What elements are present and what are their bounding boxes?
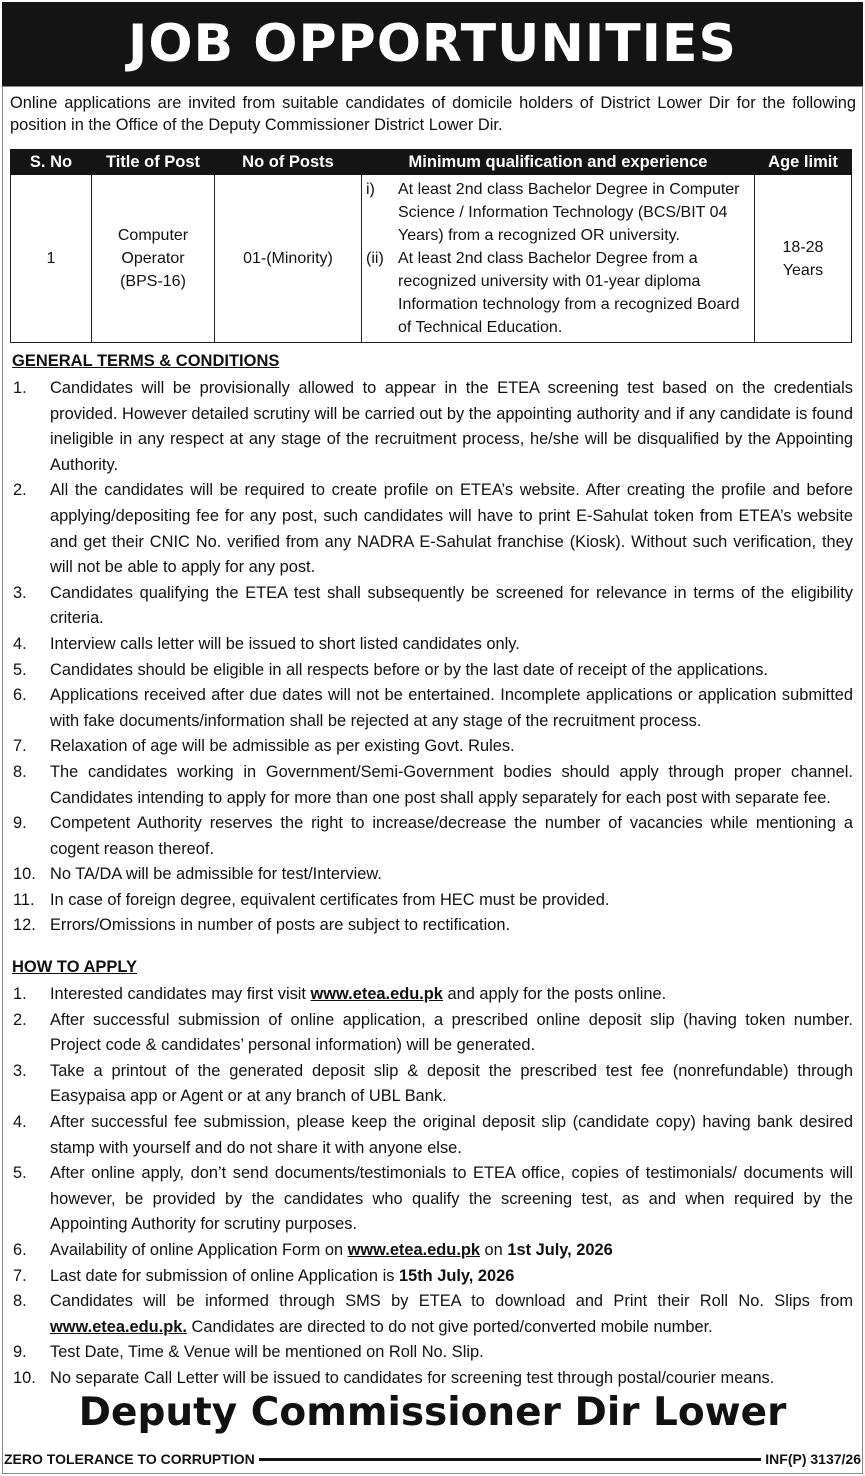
- cell-sno: 1: [11, 175, 92, 343]
- list-item: [10, 683, 853, 734]
- item-number: 4.: [13, 634, 27, 653]
- qualification-item: [366, 247, 748, 339]
- qualification-number: i): [366, 181, 375, 198]
- item-text: Candidates will be provisionally allowed to appear in the ETEA screening test based on the credentials provided. However detailed scrutiny will be carried out by the appointing authority and if any candidate is found ineligible in any respect at any stage of the recruitment process, he/she will be disqualified by the Appointing Authority.: [50, 379, 853, 474]
- item-text: on: [480, 1240, 508, 1259]
- list-item: [10, 913, 853, 939]
- qualification-text: At least 2nd class Bachelor Degree in Computer Science / Information Technology (BCS/BIT 04 Years) from a recognized OR university.: [398, 181, 740, 244]
- list-item: [10, 1161, 853, 1238]
- item-number: 3.: [13, 1061, 27, 1080]
- item-text: Availability of online Application Form on: [50, 1240, 348, 1259]
- terms-list: [10, 376, 853, 939]
- item-number: 10.: [13, 865, 36, 884]
- item-text: No separate Call Letter will be issued to candidates for screening test through postal/courier means.: [50, 1368, 775, 1387]
- item-text: Test Date, Time & Venue will be mentioned on Roll No. Slip.: [50, 1343, 484, 1362]
- apply-heading: HOW TO APPLY: [12, 958, 137, 976]
- apply-list: [10, 982, 853, 1392]
- etea-website-link[interactable]: www.etea.edu.pk: [310, 985, 443, 1003]
- item-number: 7.: [13, 1266, 27, 1285]
- list-item: [10, 1238, 853, 1264]
- title-line: (BPS-16): [120, 273, 186, 290]
- qualification-number: (ii): [366, 250, 384, 267]
- intro-paragraph: Online applications are invited from suitable candidates of domicile holders of District Lower Dir for the following position in the Office of the Deputy Commissioner District Lower Dir.: [10, 94, 856, 134]
- item-text: Errors/Omissions in number of posts are subject to rectification.: [50, 916, 511, 935]
- item-text: Last date for submission of online Application is: [50, 1266, 399, 1285]
- title-line: Computer: [117, 227, 189, 244]
- availability-date: 1st July, 2026: [507, 1240, 613, 1259]
- list-item: [10, 811, 853, 862]
- footer-rule: [259, 1458, 762, 1461]
- item-text: Candidates will be informed through SMS by ETEA to download and Print their Roll No. Slips from: [50, 1292, 853, 1311]
- item-text: Candidates should be eligible in all respects before or by the last date of receipt of the applications.: [50, 660, 768, 679]
- item-text: All the candidates will be required to create profile on ETEA’s website. After creating the profile and before applying/depositing fee for any post, such candidates will have to print E-Sahulat token from ETEA’s website and get their CNIC No. verified from any NADRA E-Sahulat franchise (Kiosk). Without such verification, they will not be able to apply for any post.: [50, 481, 853, 577]
- col-header-age: Age limit: [755, 150, 852, 175]
- item-text: Relaxation of age will be admissible as per existing Govt. Rules.: [50, 737, 515, 756]
- signatory-title: Deputy Commissioner Dir Lower: [78, 1390, 787, 1435]
- col-header-posts: No of Posts: [215, 150, 362, 175]
- cell-qualification: [362, 175, 755, 343]
- list-item: [10, 1264, 853, 1290]
- item-text: Competent Authority reserves the right to increase/decrease the number of vacancies while mentioning a cogent reason thereof.: [50, 814, 853, 858]
- slogan: ZERO TOLERANCE TO CORRUPTION: [4, 1451, 255, 1467]
- qualification-text: At least 2nd class Bachelor Degree from a recognized university with 01-year diploma Information technology from a recognized Board of Technical Education.: [398, 250, 740, 336]
- item-number: 6.: [13, 1240, 27, 1259]
- list-item: [10, 1059, 853, 1110]
- qualification-item: [366, 178, 748, 247]
- list-item: [10, 632, 853, 658]
- item-text: Interested candidates may first visit: [50, 985, 311, 1003]
- list-item: [10, 982, 853, 1008]
- item-number: 2.: [13, 1010, 27, 1029]
- page-title: JOB OPPORTUNITIES: [2, 2, 863, 86]
- item-text: Take a printout of the generated deposit slip & deposit the prescribed test fee (nonrefundable) through Easypaisa app or Agent or at any branch of UBL Bank.: [50, 1061, 853, 1106]
- item-number: 4.: [13, 1112, 27, 1131]
- list-item: [10, 734, 853, 760]
- item-number: 11.: [13, 890, 35, 909]
- table-header-row: [11, 150, 852, 175]
- item-text: Candidates qualifying the ETEA test shall subsequently be screened for relevance in terms of the eligibility criteria.: [50, 583, 853, 628]
- etea-website-link[interactable]: www.etea.edu.pk: [347, 1240, 480, 1259]
- age-line: 18-28: [782, 238, 824, 256]
- list-item: [10, 1110, 853, 1161]
- list-item: [10, 1008, 853, 1059]
- age-line: Years: [782, 261, 824, 279]
- item-number: 12.: [13, 916, 36, 935]
- item-text: and apply for the posts online.: [442, 985, 667, 1003]
- item-number: 9.: [13, 1343, 27, 1362]
- list-item: [10, 760, 853, 811]
- item-number: 2.: [13, 481, 27, 500]
- title-line: Operator: [121, 250, 185, 267]
- item-number: 8.: [13, 1292, 27, 1311]
- item-number: 1.: [13, 379, 27, 397]
- item-number: 5.: [13, 660, 27, 679]
- item-text: After successful fee submission, please keep the original deposit slip (candidate copy) having bank desired stamp with yourself and do not share it with anyone else.: [50, 1112, 853, 1157]
- col-header-qualification: Minimum qualification and experience: [362, 150, 755, 175]
- item-number: 6.: [13, 686, 27, 705]
- footer-bar: [4, 1449, 861, 1469]
- item-number: 9.: [13, 814, 27, 833]
- item-text: Applications received after due dates will not be entertained. Incomplete applications or application submitted with fake documents/information shall be rejected at any stage of the recruitment process.: [50, 686, 853, 730]
- list-item: [10, 862, 853, 888]
- posts-table: [10, 149, 852, 343]
- cell-age: [755, 175, 852, 343]
- cell-posts: 01-(Minority): [215, 175, 362, 343]
- col-header-title: Title of Post: [92, 150, 215, 175]
- terms-heading: GENERAL TERMS & CONDITIONS: [12, 352, 280, 370]
- cell-title: [92, 175, 215, 343]
- item-text: In case of foreign degree, equivalent certificates from HEC must be provided.: [50, 890, 610, 909]
- reference-number: INF(P) 3137/26: [765, 1451, 861, 1467]
- table-row: [11, 175, 852, 343]
- list-item: [10, 376, 853, 478]
- item-number: 7.: [13, 737, 27, 756]
- item-number: 3.: [13, 583, 27, 602]
- list-item: [10, 1289, 853, 1340]
- item-number: 10.: [13, 1368, 36, 1387]
- item-text: After online apply, don’t send documents/testimonials to ETEA office, copies of testimonials/ documents will however, be provided by the candidates who qualify the screening test, as and when required by the Appointing Authority for scrutiny purposes.: [50, 1164, 853, 1234]
- item-text: After successful submission of online application, a prescribed online deposit slip (having token number. Project code & candidates’ personal information) will be generated.: [50, 1010, 853, 1055]
- item-text: The candidates working in Government/Semi-Government bodies should apply through proper channel. Candidates intending to apply for more than one post shall apply separately for each post with separate fee.: [50, 762, 853, 807]
- item-text: No TA/DA will be admissible for test/Interview.: [50, 865, 382, 884]
- item-number: 5.: [13, 1164, 27, 1183]
- list-item: [10, 1366, 853, 1392]
- etea-website-link[interactable]: www.etea.edu.pk.: [50, 1317, 187, 1336]
- col-header-sno: S. No: [11, 150, 92, 175]
- list-item: [10, 478, 853, 580]
- last-date: 15th July, 2026: [398, 1266, 515, 1285]
- list-item: [10, 658, 853, 684]
- item-number: 8.: [13, 762, 27, 781]
- list-item: [10, 888, 853, 914]
- item-text: Interview calls letter will be issued to short listed candidates only.: [50, 634, 520, 653]
- item-number: 1.: [13, 985, 27, 1003]
- list-item: [10, 1340, 853, 1366]
- list-item: [10, 581, 853, 632]
- item-text: Candidates are directed to do not give ported/converted mobile number.: [186, 1317, 713, 1336]
